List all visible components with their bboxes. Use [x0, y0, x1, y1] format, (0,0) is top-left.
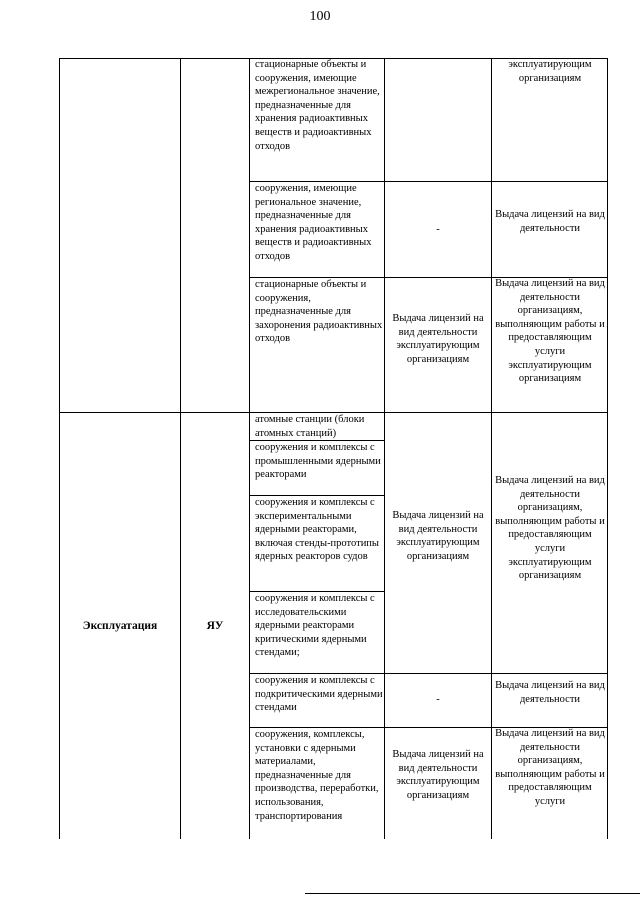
object-cell: сооружения и комплексы с экспериментальными ядерными реакторами, включая стенды-прототипы ядерных реакторов судов [255, 497, 379, 563]
license-cell: Выдача лицензий на вид деятельности [495, 209, 605, 234]
object-cell: стационарные объекты и сооружения, предназначенные для захоронения радиоактивных отходов [255, 279, 383, 345]
object-cell: сооружения и комплексы с исследовательскими ядерными реакторами критическими ядерными стендами; [255, 593, 375, 659]
license-cell: Выдача лицензий на вид деятельности эксплуатирующим организациям [392, 313, 484, 365]
object-cell: сооружения и комплексы с промышленными ядерными реакторами [255, 442, 381, 481]
license-cell: эксплуатирующим организациям [508, 59, 592, 84]
stage-label: Эксплуатация [82, 620, 158, 632]
license-cell: Выдача лицензий на вид деятельности [495, 680, 605, 705]
license-cell: Выдача лицензий на вид деятельности организациям, выполняющим работы и предоставляющим услуги эксплуатирующим организациям [495, 278, 605, 385]
page-number: 100 [309, 9, 331, 24]
object-cell: стационарные объекты и сооружения, имеющие межрегиональное значение, предназначенные для хранения радиоактивных веществ и радиоактивных отходов [255, 59, 380, 152]
table-border-right [607, 58, 608, 839]
table-col-divider-1 [180, 58, 181, 839]
object-cell: сооружения и комплексы с подкритическими ядерными стендами [255, 675, 383, 714]
license-cell: - [436, 694, 440, 705]
page-bottom-rule [305, 893, 640, 894]
object-cell: сооружения, имеющие региональное значение, предназначенные для хранения радиоактивных веществ и радиоактивных отходов [255, 183, 372, 262]
table-col-divider-4 [491, 58, 492, 839]
license-cell: Выдача лицензий на вид деятельности организациям, выполняющим работы и предоставляющим услуги эксплуатирующим организациям [495, 475, 605, 582]
object-cell: сооружения, комплексы, установки с ядерными материалами, предназначенные для производства, переработки, использования, транспортирования [255, 729, 379, 822]
table-border-left [59, 58, 60, 839]
license-cell: Выдача лицензий на вид деятельности эксплуатирующим организациям [392, 749, 484, 801]
table-col-divider-3 [384, 58, 385, 839]
facility-type-label: ЯУ [206, 620, 224, 632]
license-cell: Выдача лицензий на вид деятельности эксплуатирующим организациям [392, 510, 484, 562]
license-cell: - [436, 224, 440, 235]
object-cell: атомные станции (блоки атомных станций) [255, 414, 365, 439]
table-col-divider-2 [249, 58, 250, 839]
license-cell: Выдача лицензий на вид деятельности организациям, выполняющим работы и предоставляющим услуги [495, 728, 605, 807]
